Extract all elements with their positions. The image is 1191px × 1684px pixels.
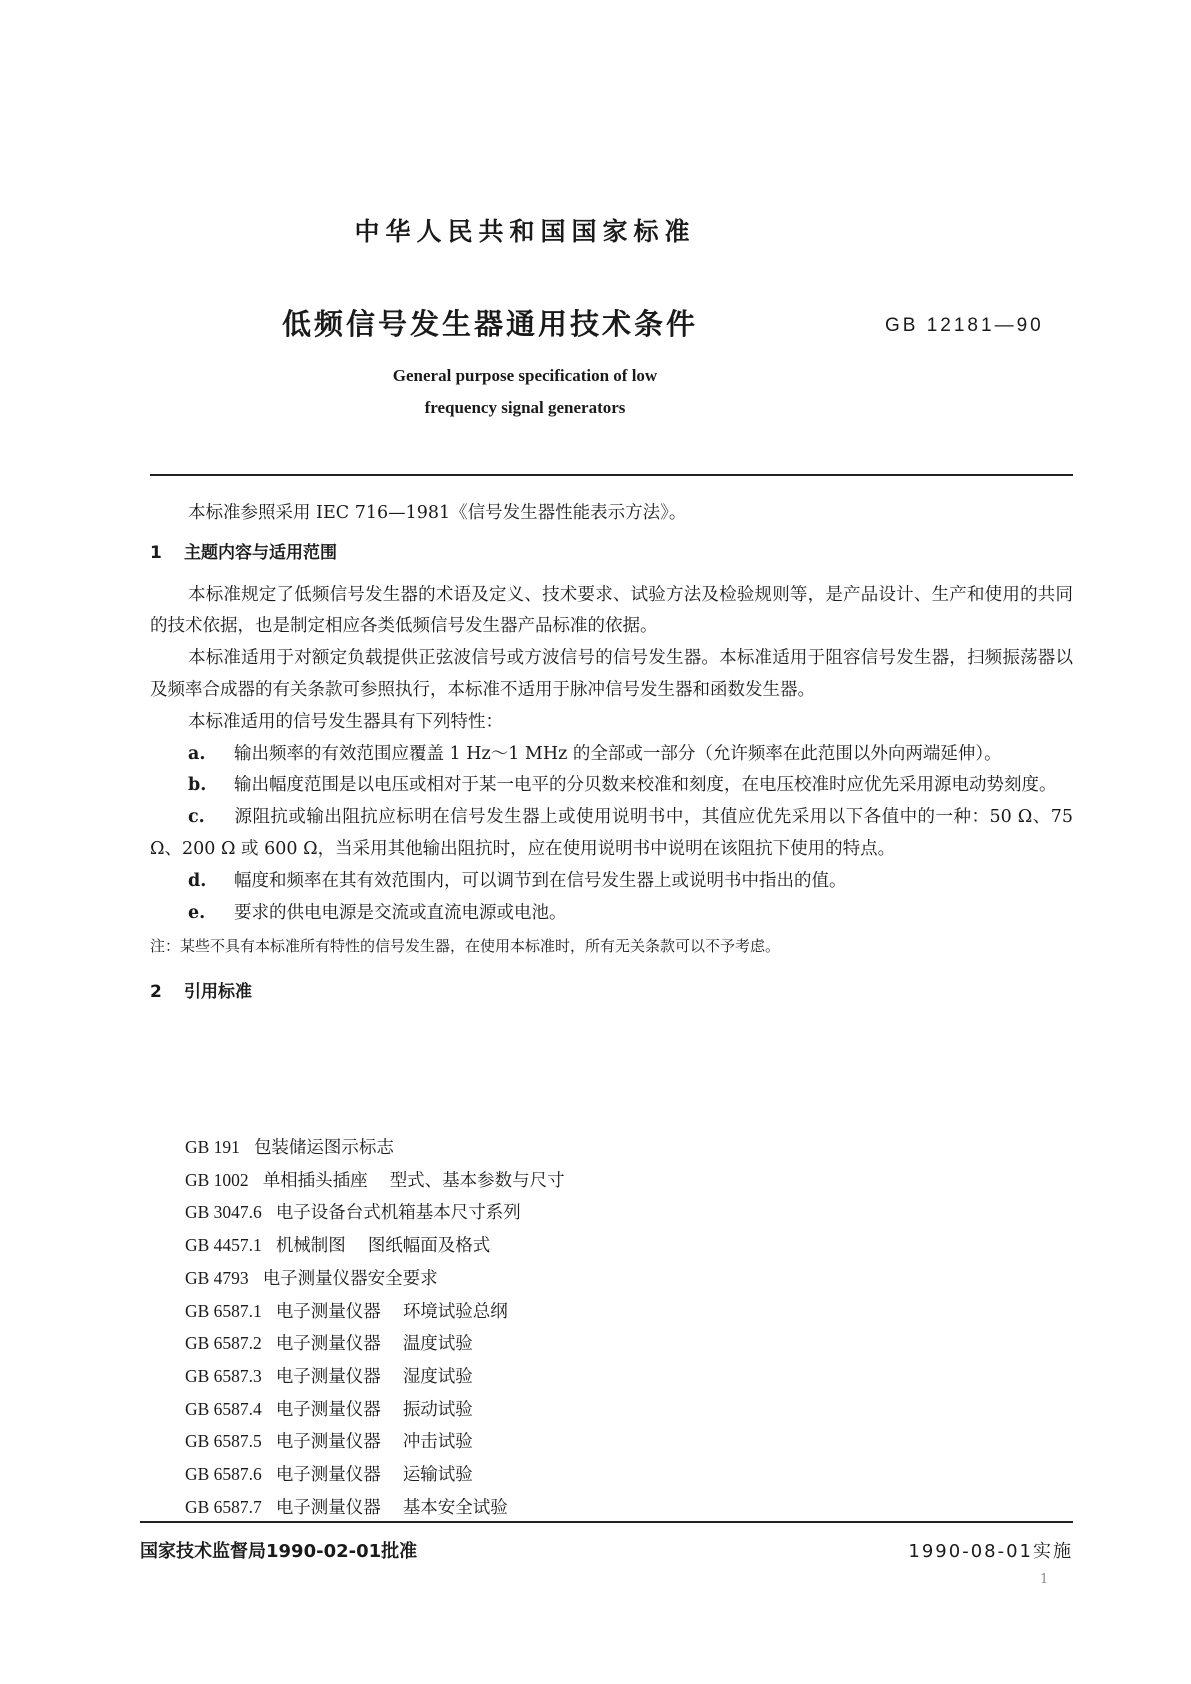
reference-code: GB 6587.3 [185, 1365, 262, 1386]
section-2-heading: 2 引用标准 [150, 982, 252, 1003]
english-title-line-2: frequency signal generators [424, 398, 626, 417]
reference-code: GB 4457.1 [185, 1235, 262, 1256]
reference-title: 机械制图 [275, 1236, 346, 1257]
approval-date: 国家技术监督局1990-02-01批准 [140, 1541, 418, 1562]
reference-subtitle: 基本安全试验 [402, 1497, 508, 1518]
reference-item [185, 1426, 565, 1459]
reference-title: 电子测量仪器 [275, 1465, 381, 1486]
reference-subtitle: 湿度试验 [402, 1366, 473, 1387]
reference-title: 电子测量仪器 [275, 1432, 381, 1453]
paragraph: 本标准规定了低频信号发生器的术语及定义、技术要求、试验方法及检验规则等，是产品设计、生产和使用的共同的技术依据，也是制定相应各类低频信号发生器产品标准的依据。 [150, 584, 1073, 637]
list-item: d. 幅度和频率在其有效范围内，可以调节到在信号发生器上或说明书中指出的值。 [188, 870, 847, 891]
reference-title: 电子测量仪器 [275, 1399, 381, 1420]
paragraph: 本标准适用于对额定负载提供正弦波信号或方波信号的信号发生器。本标准适用于阻容信号发生器，扫频振荡器以及频率合成器的有关条款可参照执行，本标准不适用于脉冲信号发生器和函数发生器。 [150, 648, 1073, 700]
list-item: e. 要求的供电电源是交流或直流电源或电池。 [188, 902, 567, 923]
list-item: b. 输出幅度范围是以电压或相对于某一电平的分贝数来校准和刻度，在电压校准时应优先采用源电动势刻度。 [188, 775, 1057, 796]
reference-list [185, 1132, 565, 1524]
reference-code: GB 6587.7 [185, 1496, 262, 1517]
reference-code: GB 6587.6 [185, 1464, 262, 1485]
intro-text: 本标准参照采用 IEC 716—1981《信号发生器性能表示方法》。 [188, 503, 687, 523]
reference-code: GB 6587.2 [185, 1333, 262, 1354]
reference-subtitle: 振动试验 [402, 1399, 473, 1420]
reference-subtitle: 运输试验 [402, 1465, 473, 1486]
reference-subtitle: 型式、基本参数与尺寸 [389, 1170, 565, 1191]
effective-date: 1990-08-01实施 [908, 1541, 1073, 1562]
reference-code: GB 6587.4 [185, 1398, 262, 1419]
reference-title: 电子测量仪器 [275, 1334, 381, 1355]
reference-subtitle: 环境试验总纲 [402, 1301, 508, 1322]
reference-code: GB 6587.1 [185, 1300, 262, 1321]
list-item: c. 源阻抗或输出阻抗应标明在信号发生器上或使用说明书中，其值应优先采用以下各值中的一种：50 Ω、75 Ω、200 Ω 或 600 Ω，当采用其他输出阻抗时，应在使用说明书中说明在该阻抗下使用的特点。 [150, 807, 1073, 859]
header-divider [150, 474, 1073, 476]
reference-subtitle: 冲击试验 [402, 1432, 473, 1453]
reference-code: GB 1002 [185, 1169, 249, 1190]
reference-subtitle: 图纸幅面及格式 [367, 1236, 491, 1257]
reference-item [185, 1263, 565, 1296]
footer-divider [140, 1521, 1073, 1523]
reference-title: 电子测量仪器 [275, 1366, 381, 1387]
reference-code: GB 191 [185, 1137, 240, 1157]
main-body [150, 498, 1073, 1019]
national-standard-heading: 中华人民共和国国家标准 [354, 217, 696, 246]
reference-item [185, 1492, 565, 1525]
english-title-line-1: General purpose specification of low [392, 366, 658, 385]
reference-item [185, 1328, 565, 1361]
section-1-heading: 1 主题内容与适用范围 [150, 542, 337, 563]
reference-item [185, 1459, 565, 1492]
reference-title: 包装储运图示标志 [253, 1138, 394, 1158]
document-title: 低频信号发生器通用技术条件 [282, 307, 699, 341]
reference-title: 单相插头插座 [262, 1170, 368, 1191]
list-item: a. 输出频率的有效范围应覆盖 1 Hz～1 MHz 的全部或一部分（允许频率在此范围以外向两端延伸）。 [188, 743, 1002, 764]
paragraph: 本标准适用的信号发生器具有下列特性： [188, 711, 503, 732]
reference-code: GB 4793 [185, 1267, 249, 1288]
reference-subtitle: 温度试验 [402, 1334, 473, 1355]
reference-item [185, 1197, 565, 1230]
reference-item [185, 1394, 565, 1427]
reference-code: GB 3047.6 [185, 1202, 262, 1223]
note: 注：某些不具有本标准所有特性的信号发生器，在使用本标准时，所有无关条款可以不予考虑。 [150, 937, 781, 956]
reference-item [185, 1296, 565, 1329]
reference-title: 电子测量仪器安全要求 [262, 1268, 438, 1289]
reference-code: GB 6587.5 [185, 1431, 262, 1452]
reference-item [185, 1361, 565, 1394]
page-mark: 1 [1040, 1572, 1049, 1587]
reference-title: 电子设备台式机箱基本尺寸系列 [275, 1203, 521, 1224]
reference-item [185, 1165, 565, 1198]
reference-item [185, 1230, 565, 1263]
reference-title: 电子测量仪器 [275, 1301, 381, 1322]
reference-item [185, 1132, 565, 1165]
reference-title: 电子测量仪器 [275, 1497, 381, 1518]
standard-number: GB 12181—90 [885, 315, 1044, 336]
